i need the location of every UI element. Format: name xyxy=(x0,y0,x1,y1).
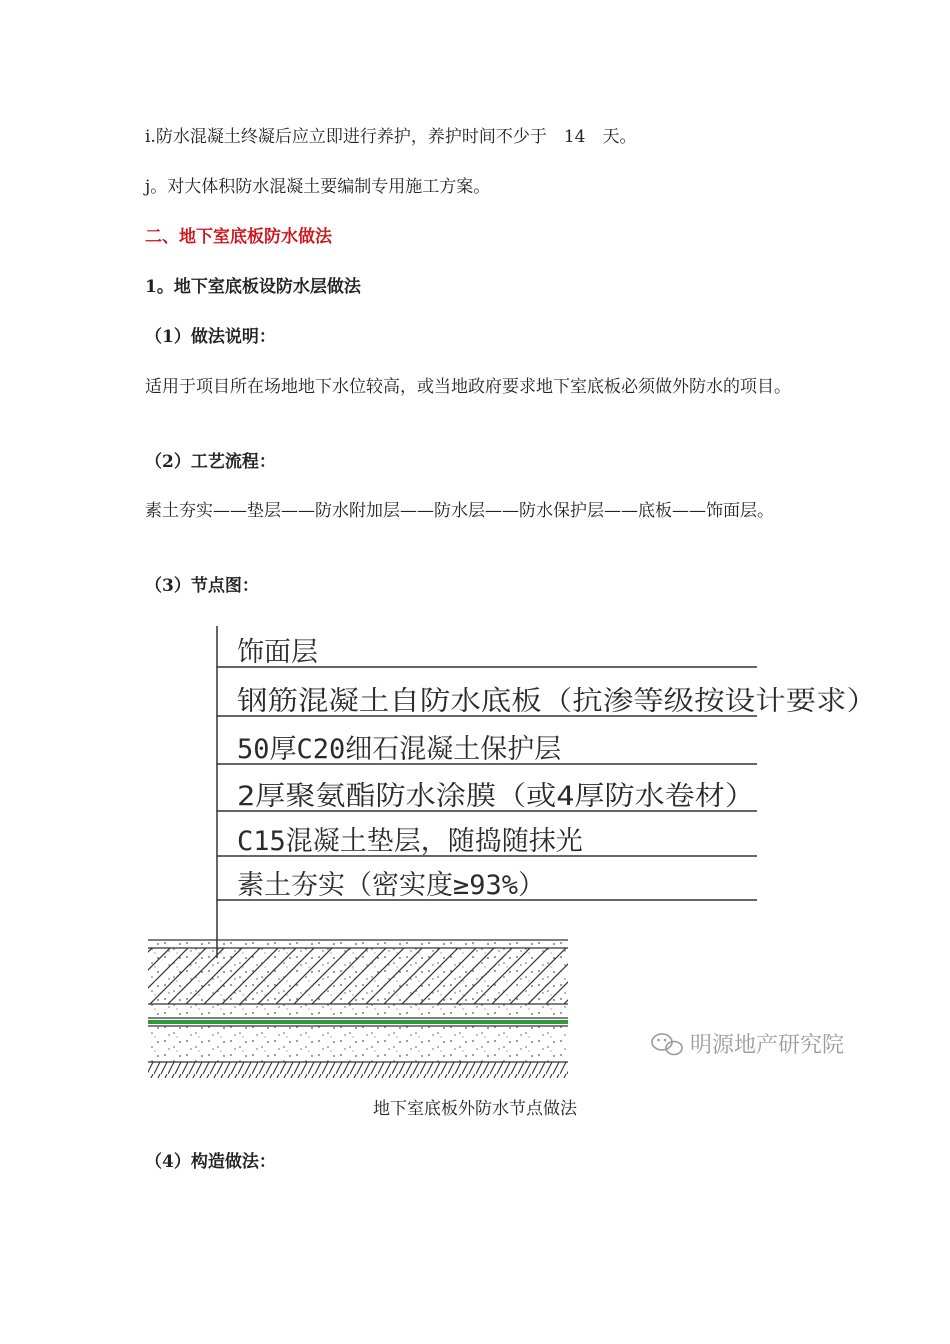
node-diagram xyxy=(140,618,880,1083)
heading-construction: （4）构造做法： xyxy=(145,1152,276,1172)
layer-label-finish: 饰面层 xyxy=(237,637,318,668)
layer-label-soil: 素土夯实（密实度≥93%） xyxy=(237,870,546,901)
heading-explanation: （1）做法说明： xyxy=(145,327,276,347)
layer-label-slab: 钢筋混凝土自防水底板（抗渗等级按设计要求） xyxy=(237,686,877,717)
explanation-text: 适用于项目所在场地地下水位较高，或当地政府要求地下室底板必须做外防水的项目。 xyxy=(145,377,791,397)
paragraph-item-i: i.防水混凝土终凝后应立即进行养护，养护时间不少于 14 天。 xyxy=(145,127,637,147)
finish-layer xyxy=(148,940,568,948)
heading-node-diagram: （3）节点图： xyxy=(145,576,259,596)
subsection-heading: 1。地下室底板设防水层做法 xyxy=(145,277,361,297)
heading-process-flow: （2）工艺流程： xyxy=(145,452,276,472)
layer-label-protection: 50厚C20细石混凝土保护层 xyxy=(237,734,562,765)
layer-section xyxy=(148,940,568,1078)
protection-layer xyxy=(148,1004,568,1018)
watermark-text: 明源地产研究院 xyxy=(690,1033,845,1058)
layer-label-cushion: C15混凝土垫层，随捣随抹光 xyxy=(237,826,583,857)
section-heading: 二、地下室底板防水做法 xyxy=(145,227,332,247)
soil-layer xyxy=(148,1062,568,1078)
wechat-icon xyxy=(652,1034,682,1055)
cushion-layer xyxy=(148,1026,568,1062)
paragraph-item-j: j。对大体积防水混凝土要编制专用施工方案。 xyxy=(145,177,491,197)
membrane-layer xyxy=(148,1020,568,1024)
process-flow-text: 素土夯实——垫层——防水附加层——防水层——防水保护层——底板——饰面层。 xyxy=(145,501,774,521)
layer-label-membrane: 2厚聚氨酯防水涂膜（或4厚防水卷材） xyxy=(237,781,755,812)
watermark xyxy=(652,1033,844,1058)
figure-caption: 地下室底板外防水节点做法 xyxy=(373,1099,577,1119)
